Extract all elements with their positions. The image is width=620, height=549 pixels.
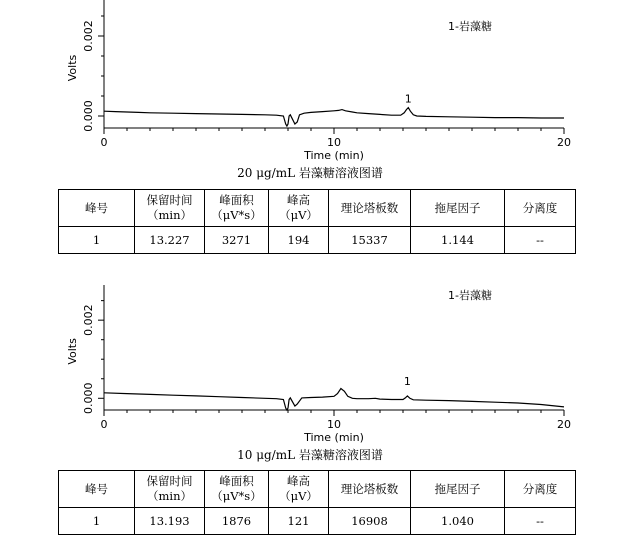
results-table-1	[58, 189, 576, 254]
header-cell: 分离度	[505, 190, 576, 227]
x-tick-label: 10	[327, 136, 341, 149]
table-row	[59, 227, 576, 254]
header-cell: 理论塔板数	[329, 471, 411, 508]
cell-tailing: 1.040	[411, 508, 505, 535]
header-cell: 拖尾因子	[411, 471, 505, 508]
header-cell: 分离度	[505, 471, 576, 508]
table-header-row	[59, 190, 576, 227]
x-tick-label: 10	[327, 418, 341, 431]
chromatogram-trace	[104, 389, 564, 411]
cell-peak-height: 121	[269, 508, 329, 535]
cell-resolution: --	[505, 227, 576, 254]
cell-peak-area: 1876	[205, 508, 269, 535]
header-cell: 保留时间 （min）	[135, 190, 205, 227]
header-cell: 峰高 （μV）	[269, 190, 329, 227]
header-cell: 保留时间 （min）	[135, 471, 205, 508]
cell-peak-height: 194	[269, 227, 329, 254]
header-cell: 理论塔板数	[329, 190, 411, 227]
cell-retention-time: 13.193	[135, 508, 205, 535]
y-tick-label: 0.002	[82, 20, 95, 52]
y-tick-label: 0.000	[82, 100, 95, 132]
chromatogram-2	[0, 275, 620, 445]
chromatogram-trace	[104, 108, 564, 126]
cell-peak-area: 3271	[205, 227, 269, 254]
legend-label: 1-岩藻糖	[448, 289, 492, 302]
y-tick-label: 0.000	[82, 382, 95, 415]
x-tick-label: 20	[557, 136, 571, 149]
x-tick-label: 0	[100, 418, 108, 431]
chromatogram-panel-1	[0, 0, 620, 162]
header-cell: 拖尾因子	[411, 190, 505, 227]
cell-resolution: --	[505, 508, 576, 535]
header-cell: 峰高 （μV）	[269, 471, 329, 508]
header-cell: 峰面积 （μV*s）	[205, 190, 269, 227]
results-table-2	[58, 470, 576, 535]
table-header-row	[59, 471, 576, 508]
cell-retention-time: 13.227	[135, 227, 205, 254]
header-cell: 峰面积 （μV*s）	[205, 471, 269, 508]
peak-label: 1	[404, 92, 412, 106]
peak-label: 1	[403, 374, 411, 388]
legend-label: 1-岩藻糖	[448, 20, 492, 33]
x-axis-label: Time (min)	[304, 149, 364, 162]
header-cell: 峰号	[59, 190, 135, 227]
chart-caption-1: 20 μg/mL 岩藻糖溶液图谱	[237, 166, 383, 180]
y-axis-label: Volts	[66, 338, 79, 365]
cell-tailing: 1.144	[411, 227, 505, 254]
x-tick-label: 0	[100, 136, 108, 149]
cell-peak-no: 1	[59, 227, 135, 254]
x-tick-label: 20	[557, 418, 571, 431]
header-cell: 峰号	[59, 471, 135, 508]
cell-plates: 15337	[329, 227, 411, 254]
cell-plates: 16908	[329, 508, 411, 535]
y-tick-label: 0.002	[82, 304, 95, 336]
x-axis-label: Time (min)	[304, 431, 364, 444]
chart-caption-2: 10 μg/mL 岩藻糖溶液图谱	[237, 448, 383, 462]
chromatogram-1	[0, 0, 620, 162]
y-axis-label: Volts	[66, 54, 79, 82]
chromatogram-panel-2	[0, 275, 620, 445]
table-row	[59, 508, 576, 535]
cell-peak-no: 1	[59, 508, 135, 535]
